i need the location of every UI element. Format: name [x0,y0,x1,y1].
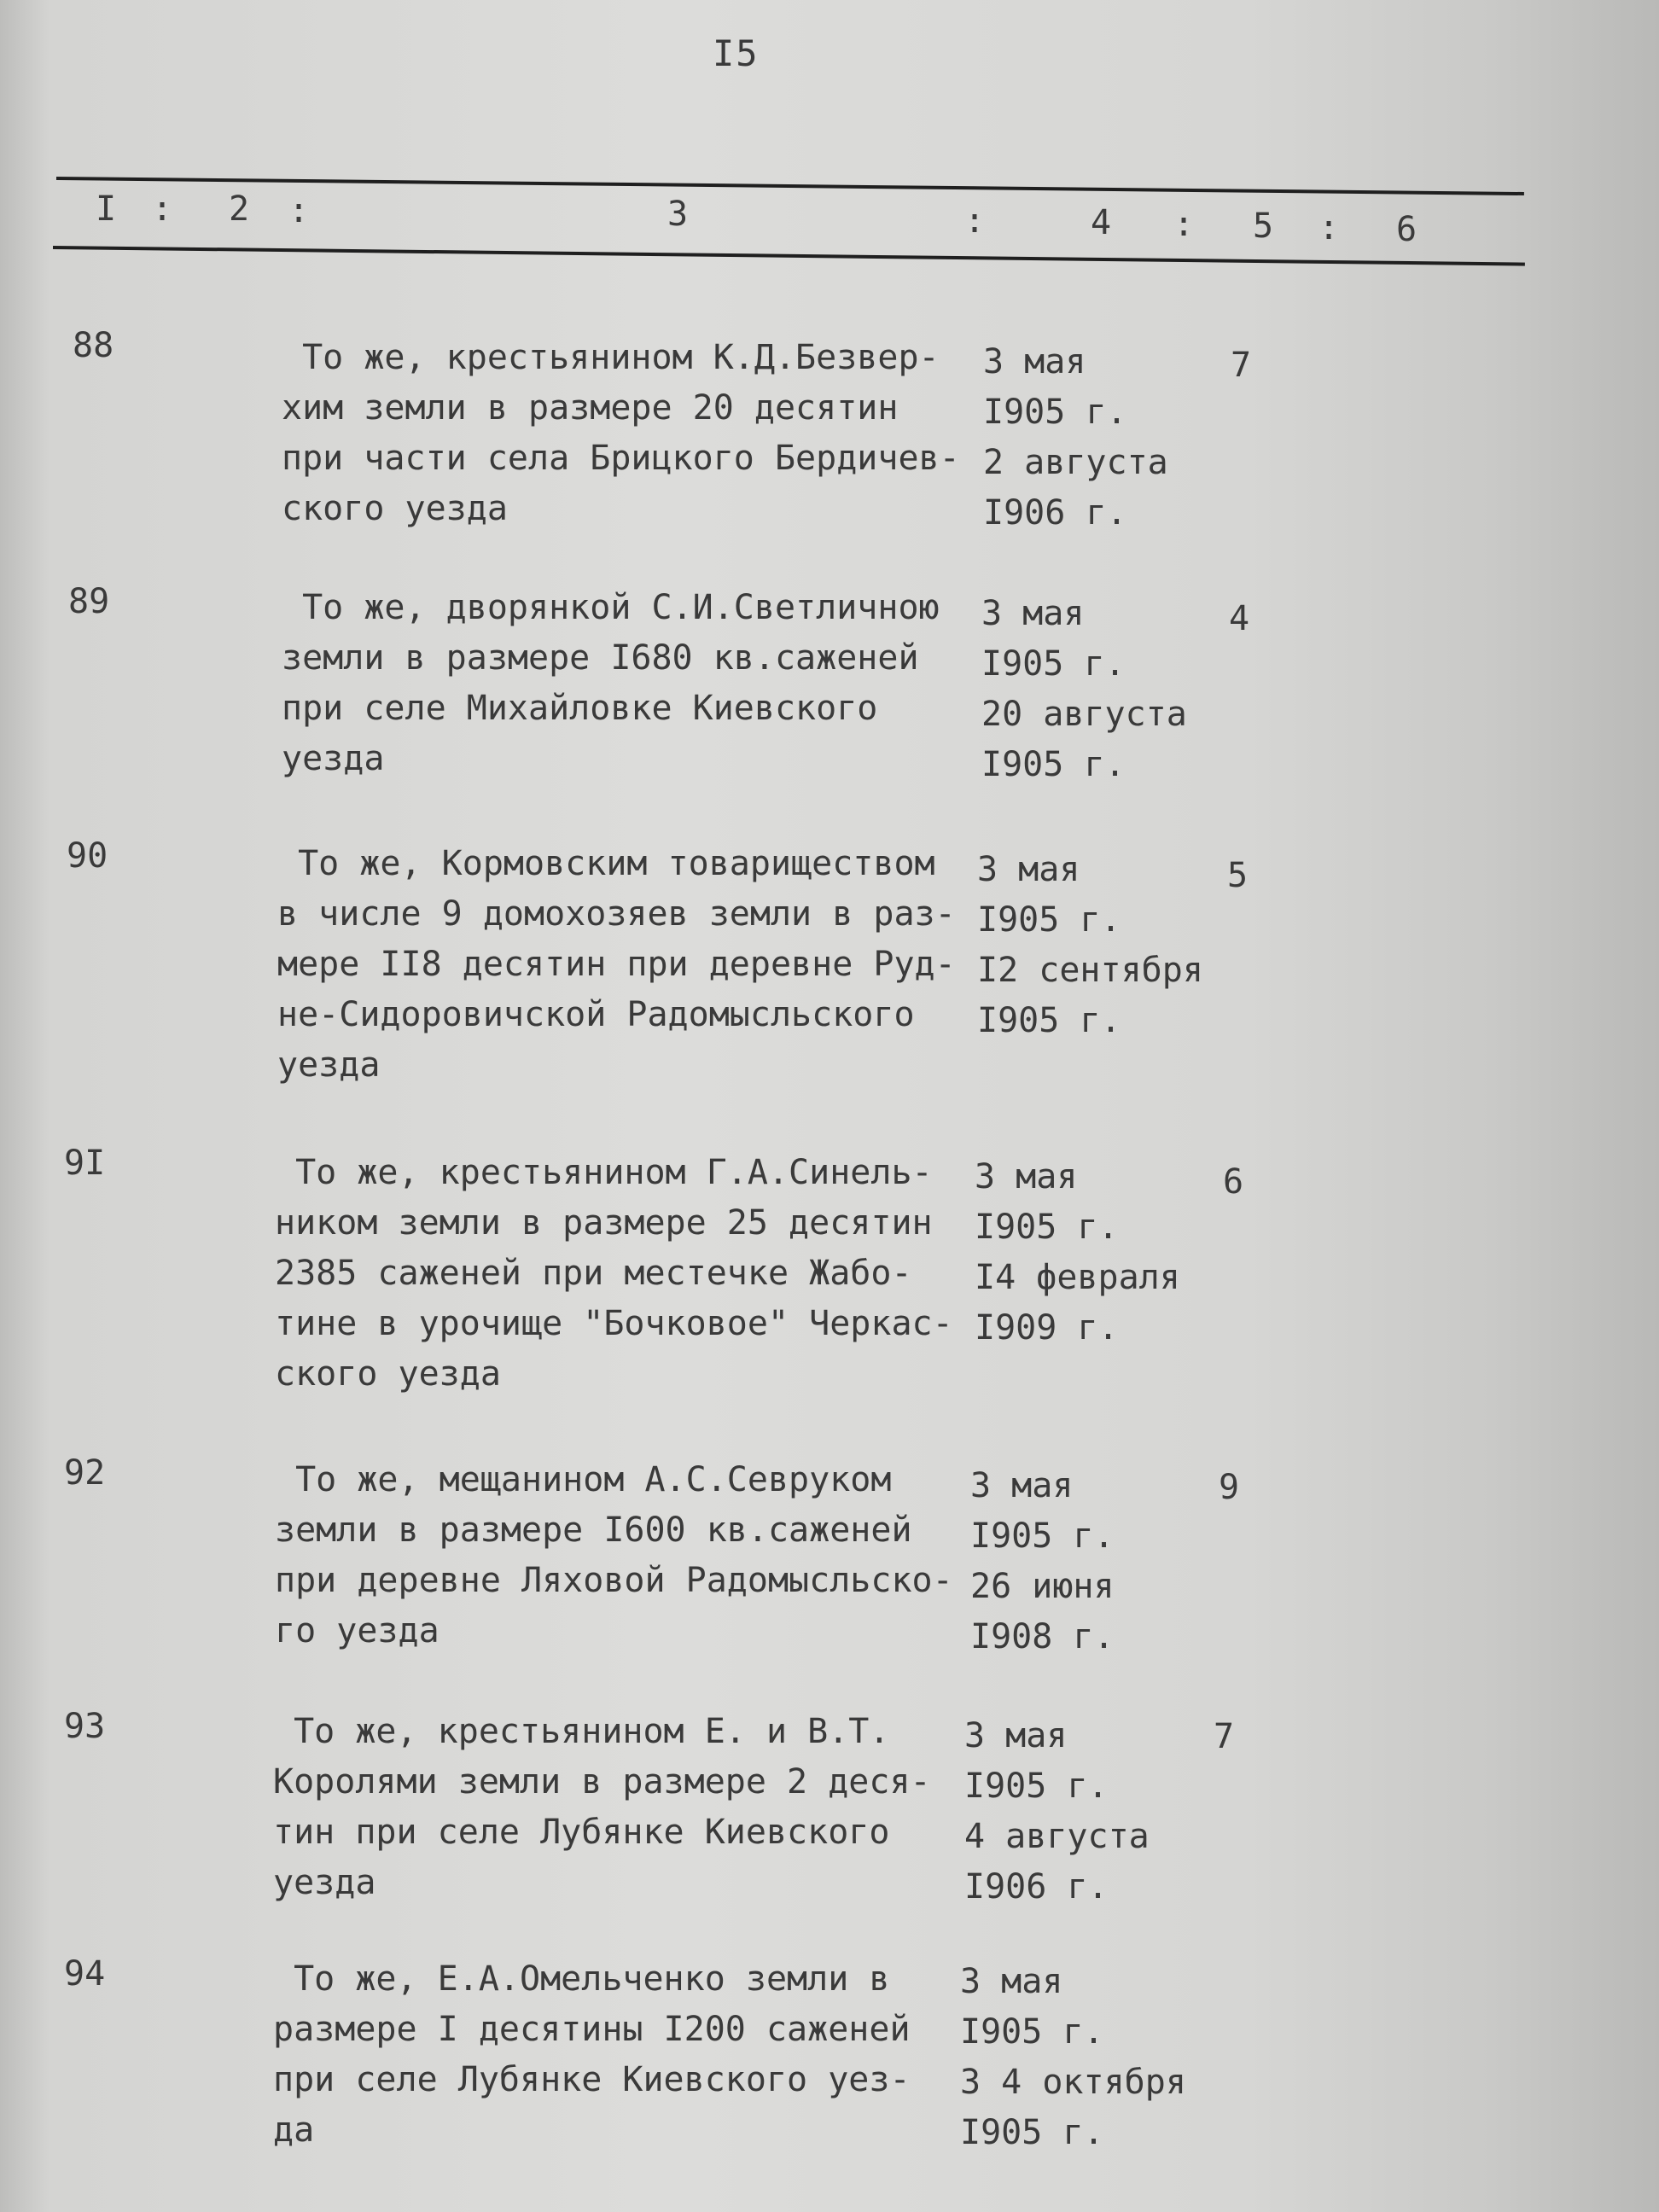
description-line: То же, крестьянином Г.А.Синель- [275,1153,933,1192]
description-line: тин при селе Лубянке Киевского [273,1813,890,1852]
header-separator: : [288,191,310,230]
header-col-2: 2 [229,189,250,229]
row-description [273,1954,981,2156]
header-separator: : [1318,208,1340,247]
row-number: 94 [64,1954,106,1994]
header-separator: : [152,189,173,229]
description-line: мере II8 десятин при деревне Руд- [277,945,956,984]
row-count: 7 [1231,346,1252,385]
date-line: I906 г. [983,493,1127,533]
row-dates [960,1957,1186,2158]
date-line: 3 мая [983,342,1086,381]
header-col-1: I [96,189,117,229]
description-line: при деревне Ляховой Радомысльско- [275,1561,953,1600]
row-number: 9I [64,1144,106,1183]
row-count: 5 [1227,856,1249,895]
row-number: 90 [67,836,108,876]
description-line: То же, мещанином А.С.Севруком [275,1460,892,1499]
table-header-rule [53,246,1525,266]
date-line: I909 г. [975,1308,1119,1348]
table-top-rule [56,177,1524,195]
date-line: I905 г. [981,644,1126,684]
row-dates [977,845,1203,1046]
date-line: I905 г. [981,745,1126,784]
row-count: 4 [1229,599,1250,638]
description-line: То же, крестьянином Е. и В.Т. [273,1712,890,1751]
description-line: хим земли в размере 20 десятин [282,388,899,428]
description-line: То же, Е.А.Омельченко земли в [273,1959,890,1999]
row-description [277,839,986,1091]
description-line: да [273,2110,315,2150]
description-line: не-Сидоровичской Радомысльского [277,995,915,1034]
description-line: при селе Лубянке Киевского уез- [273,2060,911,2099]
page-number: I5 [713,32,760,74]
description-line: уезда [282,739,385,778]
date-line: I905 г. [970,1516,1115,1556]
date-line: I908 г. [970,1617,1115,1656]
row-description [273,1707,981,1908]
date-line: 20 августа [981,695,1187,734]
row-number: 93 [64,1707,106,1746]
date-line: I905 г. [960,2012,1104,2052]
date-line: 3 мая [964,1716,1068,1755]
date-line: 3 мая [970,1466,1074,1505]
description-line: при части села Брицкого Бердичев- [282,439,960,478]
date-line: 3 мая [975,1157,1078,1196]
description-line: ского уезда [275,1354,501,1394]
date-line: I906 г. [964,1867,1109,1906]
header-col-3: 3 [667,195,689,234]
header-separator: : [964,201,986,241]
row-dates [981,589,1187,790]
row-dates [970,1461,1115,1662]
row-dates [975,1152,1180,1353]
header-col-6: 6 [1396,210,1417,249]
row-count: 9 [1219,1468,1240,1507]
date-line: I905 г. [964,1767,1109,1806]
description-line: тине в урочище "Бочковое" Черкас- [275,1304,953,1343]
description-line: 2385 саженей при местечке Жабо- [275,1254,912,1293]
description-line: То же, дворянкой С.И.Светличною [282,588,940,627]
row-count: 6 [1223,1162,1244,1202]
date-line: I905 г. [975,1208,1119,1247]
row-description [282,333,990,534]
description-line: в числе 9 домохозяев земли в раз- [277,894,956,934]
date-line: I905 г. [977,900,1121,940]
row-description [275,1455,983,1656]
row-dates [983,337,1168,538]
description-line: уезда [277,1045,381,1085]
row-description [282,583,990,784]
row-count: 7 [1214,1717,1235,1756]
description-line: при селе Михайловке Киевского [282,689,878,728]
date-line: I4 февраля [975,1258,1180,1297]
description-line: ником земли в размере 25 десятин [275,1203,933,1243]
date-line: 4 августа [964,1817,1150,1856]
date-line: I2 сентября [977,951,1203,990]
description-line: размере I десятины I200 саженей [273,2010,911,2049]
description-line: земли в размере I600 кв.саженей [275,1511,912,1550]
row-number: 89 [68,582,110,621]
description-line: Королями земли в размере 2 деся- [273,1762,931,1802]
description-line: го уезда [275,1611,439,1650]
date-line: I905 г. [960,2113,1104,2152]
row-dates [964,1711,1150,1912]
description-line: земли в размере I680 кв.саженей [282,638,919,678]
row-number: 88 [73,326,114,365]
row-description [275,1148,983,1400]
date-line: I905 г. [983,393,1127,432]
date-line: 26 июня [970,1567,1115,1606]
date-line: 3 мая [981,594,1085,633]
header-col-4: 4 [1091,203,1112,242]
header-col-5: 5 [1253,207,1274,246]
date-line: 3 4 октября [960,2063,1186,2102]
description-line: уезда [273,1863,376,1902]
row-number: 92 [64,1453,106,1493]
description-line: То же, Кормовским товариществом [277,844,935,883]
description-line: ского уезда [282,489,508,528]
date-line: 2 августа [983,443,1168,482]
date-line: 3 мая [977,850,1080,889]
header-separator: : [1173,205,1195,244]
date-line: 3 мая [960,1962,1063,2001]
description-line: То же, крестьянином К.Д.Безвер- [282,338,940,377]
date-line: I905 г. [977,1001,1121,1040]
